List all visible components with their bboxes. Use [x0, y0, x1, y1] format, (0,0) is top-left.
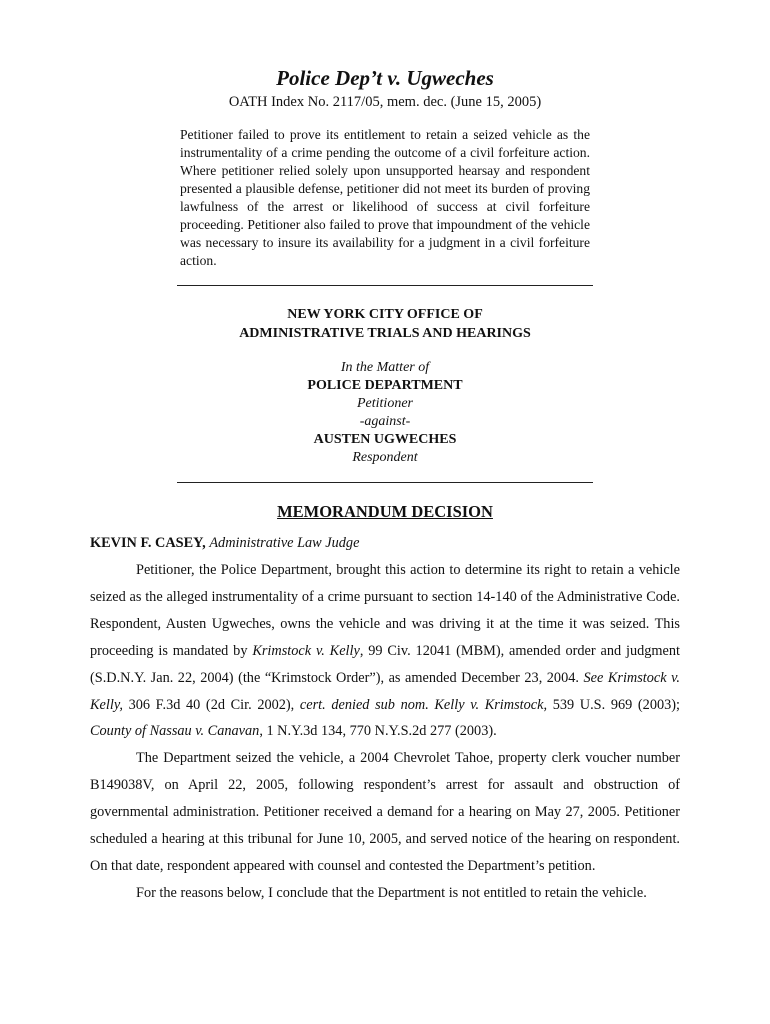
divider-bottom [177, 482, 593, 483]
p1-case-krimstock: Krimstock v. Kelly [252, 642, 360, 659]
petitioner-name: POLICE DEPARTMENT [307, 378, 463, 393]
respondent-name: AUSTEN UGWECHES [313, 432, 457, 447]
paragraph-2: The Department seized the vehicle, a 2004 Chevrolet Tahoe, property clerk voucher number B149038V, on April 22, 2005, following respondent’s arrest for assault and obstruction of governmental administration. Petitioner received a demand for a hearing on May 27, 2005. Petitioner scheduled a hearing at this tribunal for June 10, 2005, and served notice of the hearing on respondent. On that date, respondent appeared with counsel and contested the Department’s petition. [90, 750, 680, 874]
case-caption [0, 359, 770, 467]
decision-body [90, 557, 680, 907]
p1-text-e: 306 F.3d 40 (2d Cir. 2002), [122, 696, 300, 713]
petitioner-role: Petitioner [357, 396, 413, 411]
in-the-matter-of: In the Matter of [340, 360, 430, 375]
judge-line [90, 533, 359, 553]
judge-name: KEVIN F. CASEY, [90, 535, 206, 551]
p1-case-canavan: County of Nassau v. Canavan [90, 723, 260, 740]
p1-text-g: 539 U.S. 969 (2003); [547, 696, 681, 713]
p1-text-a: Petitioner, the Police Department, brought this action to determine its right to retain a vehicle seized as the alleged instrumentality of a crime pursuant to section 14-140 of the Administrative Code. Respondent, Austen Ugweches, owns the vehicle and was driving it at the time it was seized. This proceeding is mandated by [90, 562, 680, 659]
p1-text-c: , 99 Civ. 12041 (MBM), amended order and judgment (S.D.N.Y. Jan. 22, 2004) (the “Krimstock Order”), as amended December 23, 2004. [90, 642, 681, 686]
paragraph-3: For the reasons below, I conclude that the Department is not entitled to retain the vehicle. [136, 884, 647, 901]
case-title: Police Dep’t v. Ugweches [276, 66, 494, 90]
p1-text-i: , 1 N.Y.3d 134, 770 N.Y.S.2d 277 (2003). [259, 723, 497, 740]
p1-see-krimstock: See Krimstock v. Kelly, [90, 669, 680, 713]
case-citation: OATH Index No. 2117/05, mem. dec. (June 15, 2005) [228, 94, 542, 110]
paragraph-1 [90, 557, 680, 745]
p1-cert-denied: cert. denied sub nom. Kelly v. Krimstock, [299, 696, 548, 713]
against-label: -against- [359, 414, 411, 429]
tribunal-name [0, 305, 770, 343]
respondent-role: Respondent [352, 450, 418, 465]
headnote-summary: Petitioner failed to prove its entitlement to retain a seized vehicle as the instrumentality of a crime pending the outcome of a civil forfeiture action. Where petitioner relied solely upon unsupported hearsay and respondent presented a plausible defense, petitioner did not meet its burden of proving lawfulness of the arrest or likelihood of success at civil forfeiture proceeding. Petitioner also failed to prove that impoundment of the vehicle was necessary to insure its availability for a judgment in a civil forfeiture action. [180, 127, 590, 268]
tribunal-name-line-1: NEW YORK CITY OFFICE OF [287, 307, 483, 322]
judge-title: Administrative Law Judge [209, 535, 360, 551]
memorandum-heading: MEMORANDUM DECISION [277, 502, 493, 521]
divider-top [177, 285, 593, 286]
tribunal-name-line-2: ADMINISTRATIVE TRIALS AND HEARINGS [239, 326, 531, 341]
